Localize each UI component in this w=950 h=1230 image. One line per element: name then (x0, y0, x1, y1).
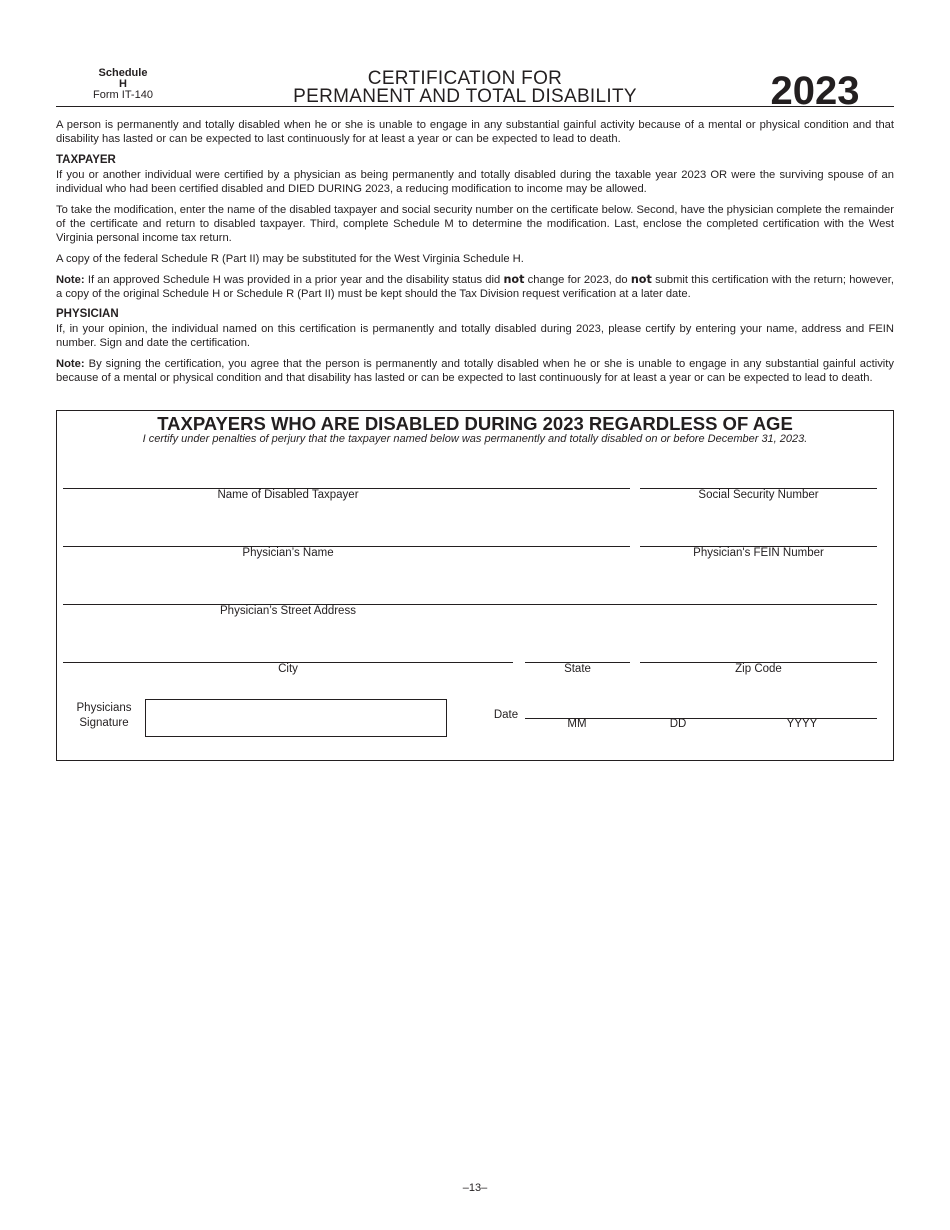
schedule-label: Schedule (98, 67, 148, 79)
form-label: Form IT-140 (93, 89, 153, 101)
date-yyyy-label: YYYY (786, 718, 818, 730)
note-label: Note: (56, 274, 85, 286)
page-number: –13– (462, 1182, 488, 1194)
signature-box[interactable] (145, 699, 447, 737)
city-label: City (278, 663, 298, 675)
zip-label: Zip Code (735, 663, 782, 675)
tax-year: 2023 (770, 69, 860, 113)
physician-note (56, 357, 894, 385)
physician-name-label: Physician’s Name (242, 547, 334, 559)
date-label: Date (493, 709, 519, 721)
taxpayer-paragraph-1: If you or another individual were certified by a physician as being permanently and totally disabled during the taxable year 2023 OR were the surviving spouse of an individual who had been certified disabled and DIED DURING 2023, a reducing modification to income may be allowed. (56, 169, 894, 195)
physician-paragraph: If, in your opinion, the individual named on this certification is permanently and totally disabled during 2023, please certify by entering your name, address and FEIN number. Sign and date the certification. (56, 323, 894, 349)
form-title (250, 70, 680, 106)
note-text-b: change for 2023, do (524, 274, 631, 286)
schedule-letter: H (119, 78, 127, 90)
intro-paragraph: A person is permanently and totally disabled when he or she is unable to engage in any substantial gainful activity because of a mental or physical condition and that disability has lasted or can be expected to last continuously for at least a year or can be expected to lead to death. (56, 119, 894, 145)
header-divider (56, 106, 894, 107)
note-text-a: If an approved Schedule H was provided in a prior year and the disability status did (84, 274, 504, 286)
schedule-id (88, 68, 158, 101)
taxpayer-heading: TAXPAYER (56, 154, 116, 166)
taxpayer-paragraph-2: To take the modification, enter the name of the disabled taxpayer and social security number on the certificate below. Second, have the physician complete the remainder of the certificate and return to disabled taxpayer. Third, complete Schedule M to determine the modification. Last, enclose the completed certification with the West Virginia personal income tax return. (56, 204, 894, 244)
physician-heading: PHYSICIAN (56, 308, 119, 320)
title-line-1: CERTIFICATION FOR (367, 68, 563, 89)
taxpayer-note (56, 273, 894, 301)
ssn-label: Social Security Number (698, 489, 819, 501)
taxpayer-name-label: Name of Disabled Taxpayer (217, 489, 359, 501)
physician-note-label: Note: (56, 358, 85, 370)
signature-label (63, 701, 145, 731)
date-mm-label: MM (567, 718, 587, 730)
certificate-subtitle: I certify under penalties of perjury that the taxpayer named below was permanently and totally disabled on or before December 31, 2023. (142, 433, 808, 445)
physician-fein-label: Physician's FEIN Number (693, 547, 824, 559)
signature-label-line-2: Signature (79, 717, 129, 729)
state-label: State (564, 663, 591, 675)
certificate-title: TAXPAYERS WHO ARE DISABLED DURING 2023 REGARDLESS OF AGE (157, 413, 793, 434)
taxpayer-paragraph-3: A copy of the federal Schedule R (Part II) may be substituted for the West Virginia Schedule H. (56, 253, 524, 265)
note-not-2: not (630, 273, 652, 286)
signature-label-line-1: Physicians (76, 702, 132, 714)
street-address-label: Physician’s Street Address (220, 605, 356, 617)
note-text-c: submit this certification with the return; however, a copy of the original Schedule H or Schedule R (Part II) must be kept should the Tax Division request verification at a later date. (56, 274, 894, 300)
date-dd-label: DD (669, 718, 687, 730)
physician-note-text: By signing the certification, you agree that the person is permanently and totally disabled when he or she is unable to engage in any substantial gainful activity because of a mental or physical condition and that disability has lasted or can be expected to last continuously for at least a year or can be expected to lead to death. (56, 358, 894, 384)
title-line-2: PERMANENT AND TOTAL DISABILITY (293, 86, 637, 107)
note-not-1: not (503, 273, 525, 286)
